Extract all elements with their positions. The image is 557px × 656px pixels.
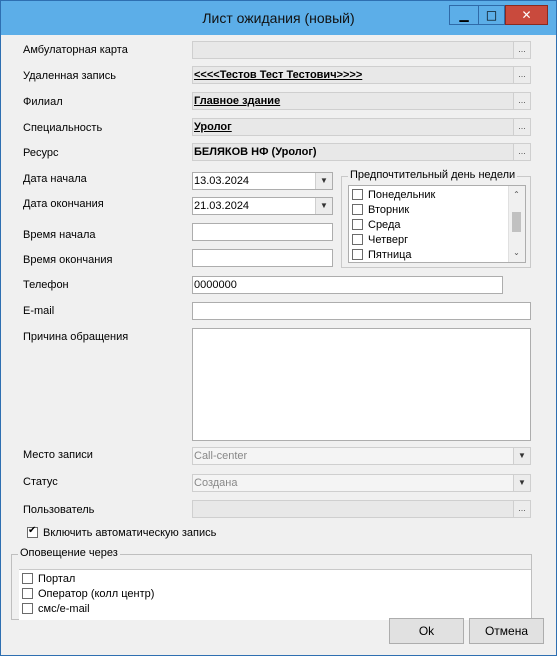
checkbox-icon [22,573,33,584]
maximize-icon: □ [485,8,498,22]
notify-sms-email[interactable]: смс/e-mail [22,603,90,615]
maximize-button[interactable] [478,5,505,25]
place-select[interactable]: Call-center ▼ [192,447,531,465]
remote-record-ellipsis-button[interactable]: ... [513,67,530,83]
scroll-down-icon[interactable]: ⌄ [513,248,520,257]
notify-operator[interactable]: Оператор (колл центр) [22,588,154,600]
end-time-input[interactable] [192,249,333,267]
preferred-day-monday[interactable]: Понедельник [352,187,435,203]
branch-field[interactable]: Главное здание ... [192,92,531,110]
reason-textarea[interactable] [192,328,531,441]
notify-list [19,569,531,620]
checkbox-icon [22,603,33,614]
status-select[interactable]: Создана ▼ [192,474,531,492]
checkbox-icon [352,234,363,245]
notify-group [11,547,532,620]
close-icon: ✕ [521,8,532,22]
start-time-label: Время начала [23,229,96,241]
resource-label: Ресурс [23,147,59,159]
specialty-field[interactable]: Уролог ... [192,118,531,136]
email-input[interactable] [192,302,531,320]
branch-ellipsis-button[interactable]: ... [513,93,530,109]
phone-label: Телефон [23,279,69,291]
user-field[interactable] [192,500,531,518]
branch-label: Филиал [23,96,63,108]
start-date-picker[interactable]: 13.03.2024 ▼ [192,172,333,190]
ok-button[interactable]: Ok [389,618,464,644]
minimize-icon: ▁ [459,8,469,22]
start-date-dropdown-icon[interactable]: ▼ [315,173,332,189]
reason-label: Причина обращения [23,331,129,343]
form-area [11,36,546,646]
ambulatory-card-ellipsis-button[interactable]: ... [513,42,530,58]
specialty-label: Специальность [23,122,103,134]
end-time-label: Время окончания [23,254,113,266]
preferred-day-thursday[interactable]: Четверг [352,232,408,248]
resource-field[interactable]: БЕЛЯКОВ НФ (Уролог) ... [192,143,531,161]
checkbox-icon [352,204,363,215]
email-label: E-mail [23,305,55,317]
status-dropdown-icon[interactable]: ▼ [513,475,530,491]
ambulatory-card-field[interactable] [192,41,531,59]
title-bar[interactable] [1,1,556,35]
checkbox-icon [22,588,33,599]
close-button[interactable] [505,5,548,25]
resource-ellipsis-button[interactable]: ... [513,144,530,160]
auto-record-checkbox[interactable]: ✔Включить автоматическую запись [27,527,216,539]
end-date-label: Дата окончания [23,198,104,210]
checkbox-icon [352,249,363,260]
checkbox-checked-icon [27,527,38,538]
specialty-ellipsis-button[interactable]: ... [513,119,530,135]
checkbox-icon [352,189,363,200]
preferred-day-list[interactable] [348,185,526,263]
place-dropdown-icon[interactable]: ▼ [513,448,530,464]
preferred-day-title: Предпочтительный день недели [350,169,516,181]
remote-record-field[interactable]: <<<<Тестов Тест Тестович>>>> ... [192,66,531,84]
ambulatory-card-label: Амбулаторная карта [23,44,128,56]
end-date-picker[interactable]: 21.03.2024 ▼ [192,197,333,215]
status-label: Статус [23,476,58,488]
preferred-day-tuesday[interactable]: Вторник [352,202,409,218]
scroll-thumb[interactable] [512,212,521,232]
preferred-day-group [341,169,531,268]
phone-input[interactable]: 0000000 [192,276,503,294]
user-label: Пользователь [23,504,95,516]
checkbox-icon [352,219,363,230]
notify-title: Оповещение через [20,547,118,559]
cancel-button[interactable]: Отмена [469,618,544,644]
preferred-day-friday[interactable]: Пятница [352,247,412,263]
minimize-button[interactable] [449,5,479,25]
remote-record-label: Удаленная запись [23,70,116,82]
preferred-day-scrollbar[interactable] [508,186,525,262]
preferred-day-wednesday[interactable]: Среда [352,217,400,233]
window-title: Лист ожидания (новый) [202,10,355,26]
start-date-label: Дата начала [23,173,87,185]
end-date-dropdown-icon[interactable]: ▼ [315,198,332,214]
scroll-up-icon[interactable]: ⌃ [513,190,520,199]
place-label: Место записи [23,449,93,461]
start-time-input[interactable] [192,223,333,241]
user-ellipsis-button[interactable]: ... [513,501,530,517]
notify-portal[interactable]: Портал [22,573,75,585]
